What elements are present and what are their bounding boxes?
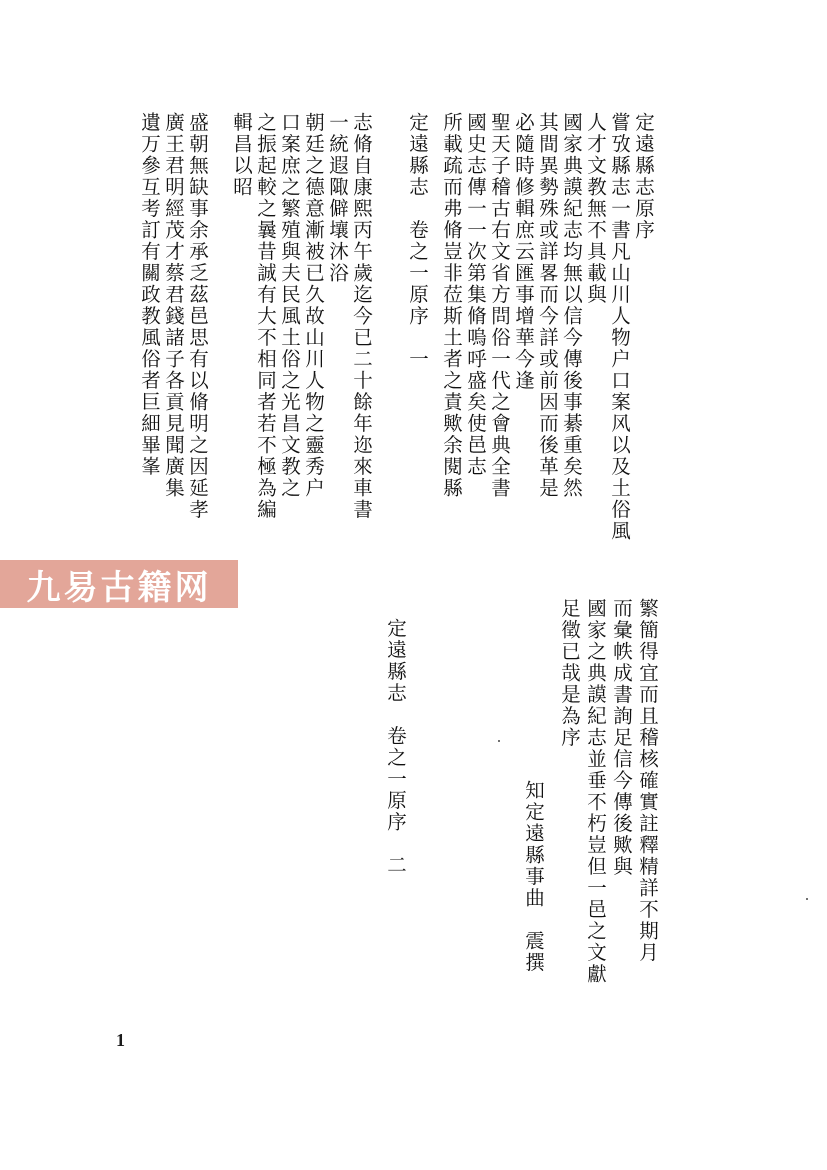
text-column: 口案庶之繁殖與夫民風土俗之光昌文教之 <box>278 112 301 499</box>
text-column: 必隨時修輯庶云匯事增華今逢 <box>512 112 535 392</box>
text-column: 朝廷之德意漸被已久故山川人物之靈秀户 <box>302 112 325 499</box>
text-column: 國家之典謨紀志並垂不朽豈但一邑之文獻 <box>584 598 607 985</box>
text-column: 之振起較之曩昔誠有大不相同者若不極為編 <box>254 112 277 521</box>
scan-speck <box>806 898 808 900</box>
text-column: 盛朝無缺事余承乏茲邑思有以脩明之因延孝 <box>186 112 209 521</box>
running-header: 定遠縣志 卷之一原序 一 <box>406 112 429 370</box>
scan-speck <box>498 740 500 742</box>
text-column: 而彙帙成書詢足信今傳後歟與 <box>610 598 633 878</box>
text-column: 國家典謨紀志均無以信今傳後事綦重矣然 <box>560 112 583 499</box>
text-column: 廣王君明經茂才蔡君錢諸子各貢見聞廣集 <box>162 112 185 499</box>
text-column: 嘗攷縣志一書凡山川人物户口案风以及土俗風 <box>608 112 631 542</box>
text-column: 一統遐陬僻壤沐浴 <box>326 112 349 284</box>
preface-title: 定遠縣志原序 <box>632 112 655 241</box>
text-column: 輯昌以昭 <box>230 112 253 198</box>
site-watermark: 九易古籍网 <box>0 560 238 608</box>
text-column: 國史志傳一一次第集脩嗚呼盛矣使邑志 <box>464 112 487 478</box>
text-column: 遺万參互考訂有關政教風俗者巨細畢峯 <box>138 112 161 478</box>
text-column: 聖天子稽古右文省方問俗一代之會典全書 <box>488 112 511 499</box>
text-column: 所載疏而弗脩豈非莅斯土者之責歟余閱縣 <box>440 112 463 499</box>
running-header: 定遠縣志 卷之一原序 二 <box>384 618 407 876</box>
page-number: 1 <box>116 1030 125 1050</box>
text-column: 人才文教無不具載與 <box>584 112 607 306</box>
text-column: 足徵已哉是為序 <box>558 598 581 749</box>
text-column: 志脩自康熙丙午歲迄今已二十餘年迩來車書 <box>350 112 373 521</box>
text-column: 繁簡得宜而且稽核確實註釋精詳不期月 <box>636 598 659 964</box>
signature-line: 知定遠縣事曲 震撰 <box>522 780 545 974</box>
text-column: 其間異勢殊或詳畧而今詳或前因而後革是 <box>536 112 559 499</box>
